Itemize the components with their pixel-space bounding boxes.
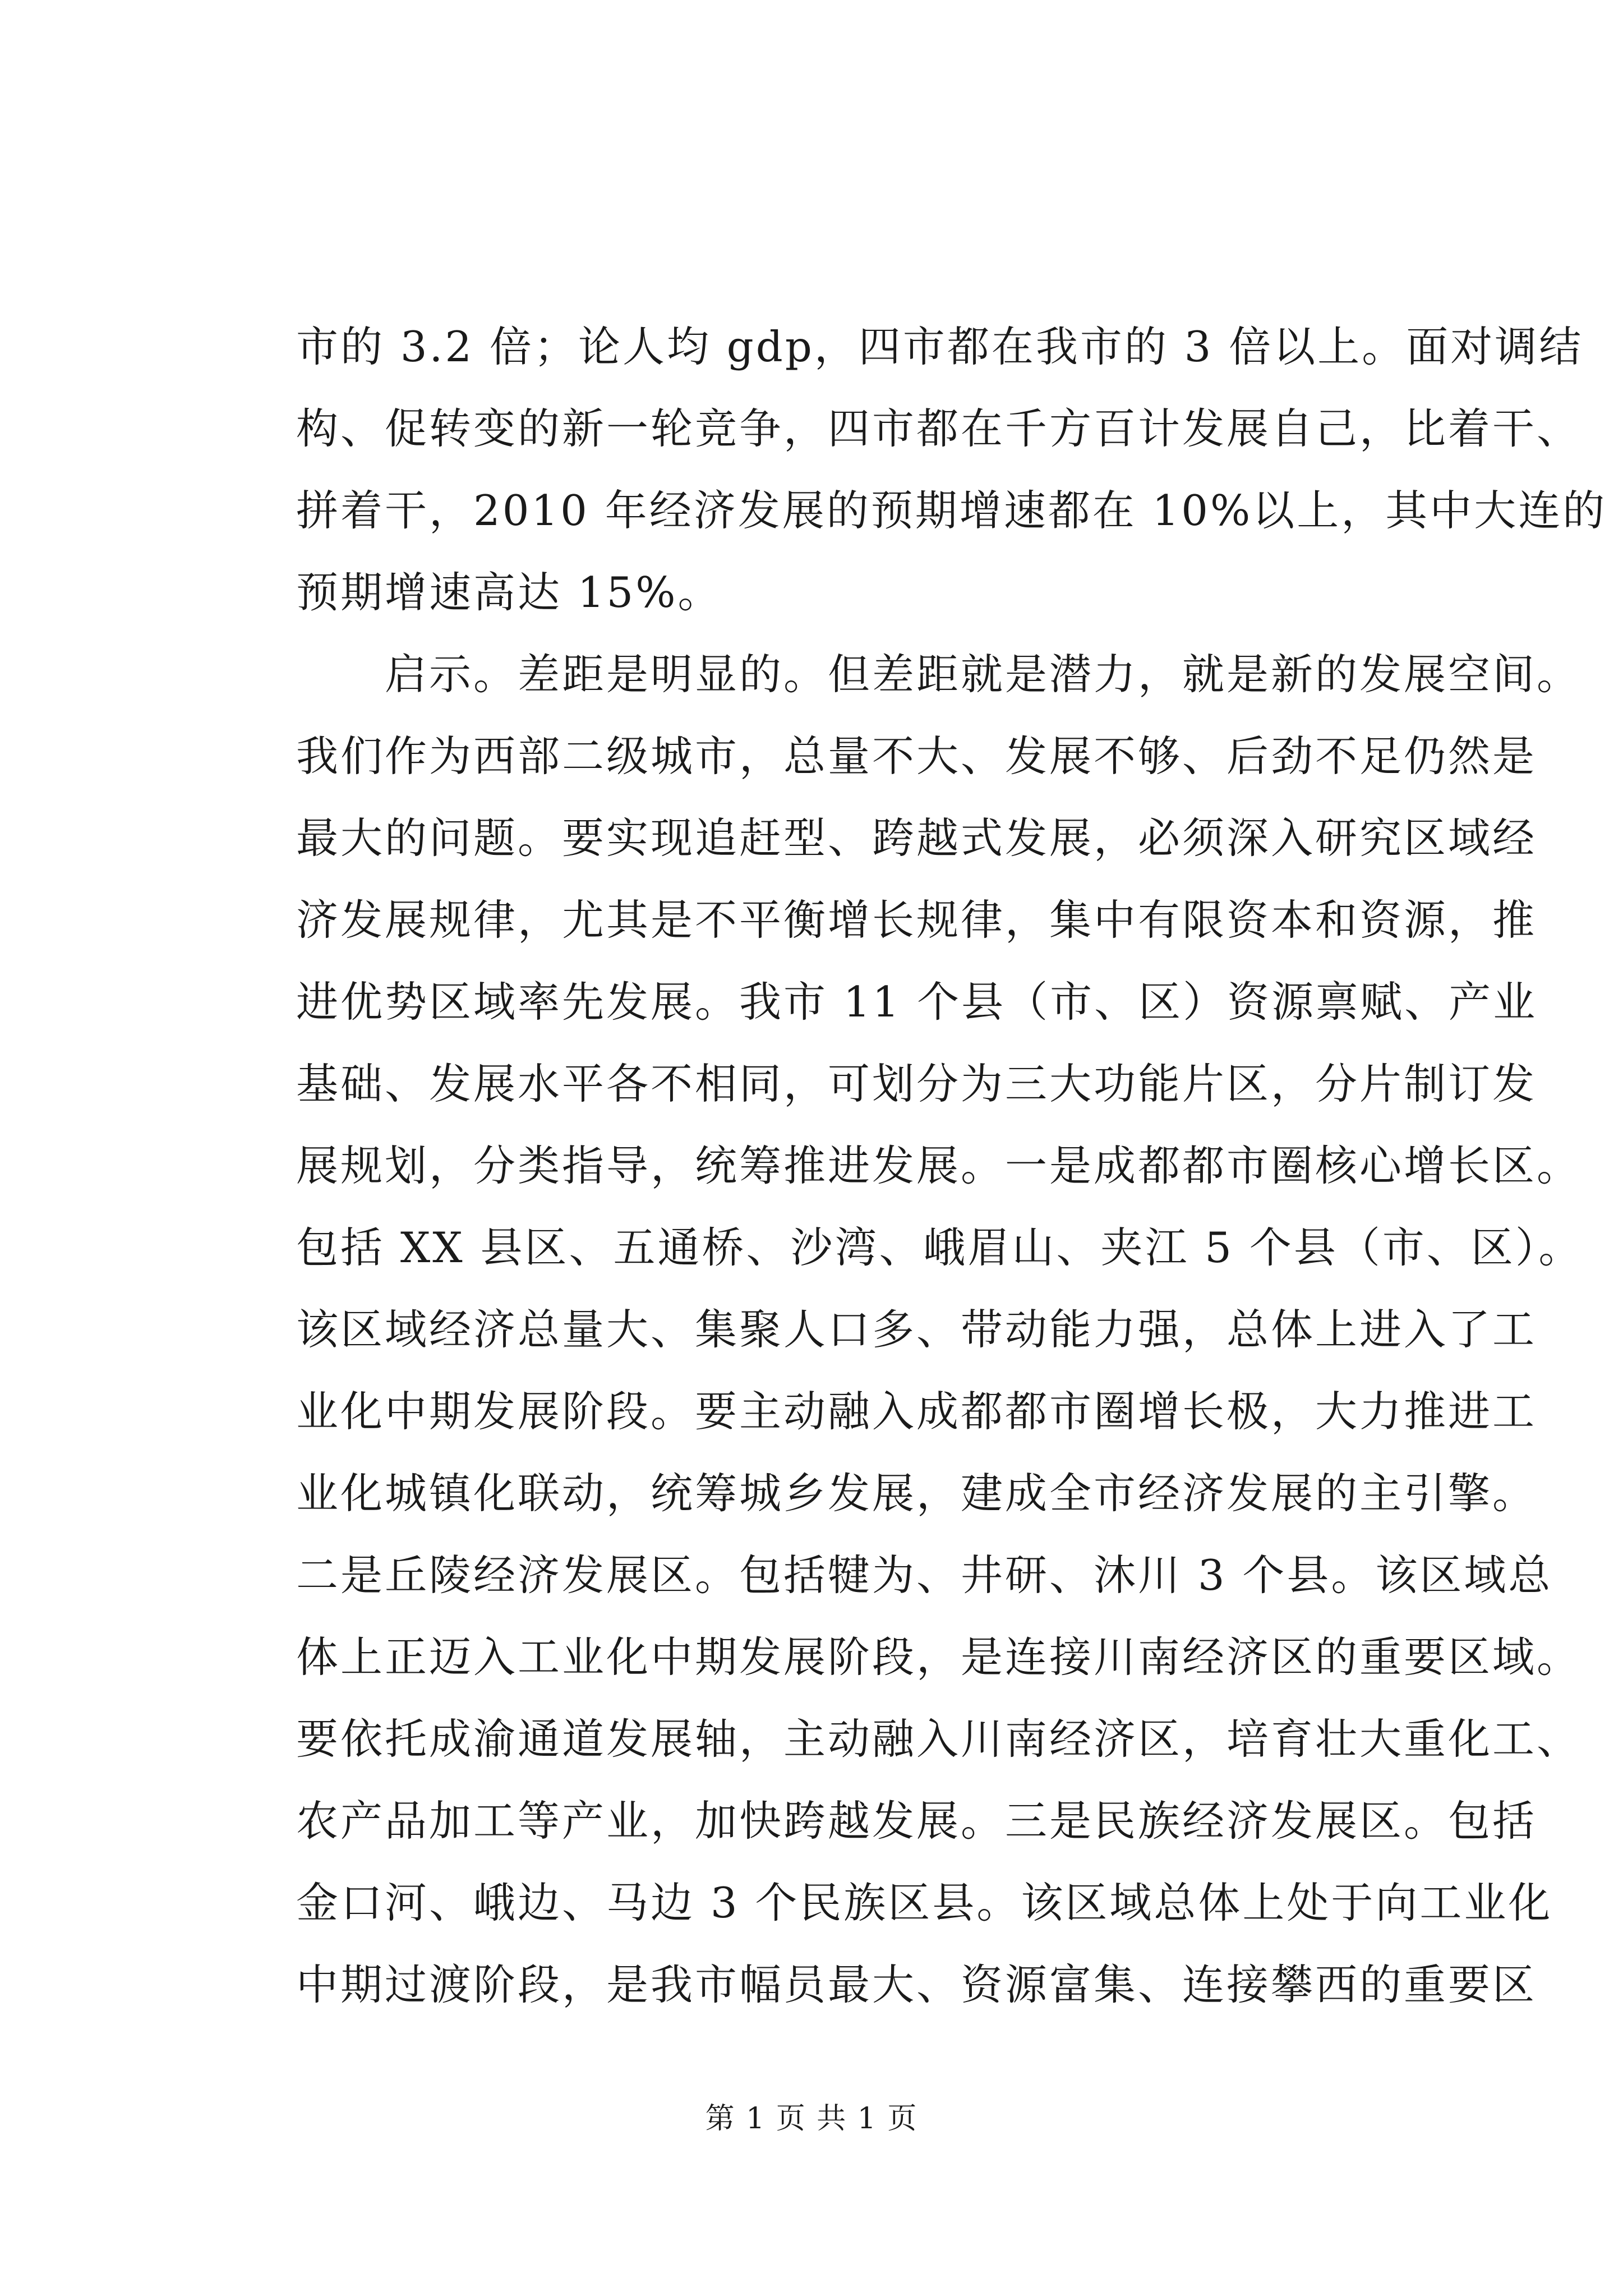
text-line: 展规划，分类指导，统筹推进发展。一是成都都市圈核心增长区。	[296, 1141, 1581, 1190]
text-line: 最大的问题。要实现追赶型、跨越式发展，必须深入研究区域经	[296, 813, 1537, 863]
text-line: 业化城镇化联动，统筹城乡发展，建成全市经济发展的主引擎。	[296, 1469, 1537, 1518]
text-line: 预期增速高达 15%。	[296, 568, 722, 617]
text-line: 市的 3.2 倍；论人均 gdp，四市都在我市的 3 倍以上。面对调结	[296, 322, 1584, 371]
text-line: 包括 XX 县区、五通桥、沙湾、峨眉山、夹江 5 个县（市、区）。	[296, 1223, 1583, 1272]
text-line: 中期过渡阶段，是我市幅员最大、资源富集、连接攀西的重要区	[296, 1960, 1537, 2009]
text-line: 拼着干，2010 年经济发展的预期增速都在 10%以上，其中大连的	[296, 486, 1607, 535]
text-line: 构、促转变的新一轮竞争，四市都在千方百计发展自己，比着干、	[296, 404, 1581, 453]
page-footer	[0, 2099, 1623, 2138]
page-number-label: 第 1 页 共 1 页	[705, 2102, 918, 2136]
text-line: 农产品加工等产业，加快跨越发展。三是民族经济发展区。包括	[296, 1796, 1537, 1846]
text-line: 基础、发展水平各不相同，可划分为三大功能片区，分片制订发	[296, 1059, 1537, 1108]
text-line: 济发展规律，尤其是不平衡增长规律，集中有限资本和资源，推	[296, 895, 1537, 945]
body-text	[296, 306, 1607, 2026]
text-line: 二是丘陵经济发展区。包括犍为、井研、沐川 3 个县。该区域总	[296, 1550, 1553, 1600]
text-line: 启示。差距是明显的。但差距就是潜力，就是新的发展空间。	[296, 650, 1581, 699]
text-line: 该区域经济总量大、集聚人口多、带动能力强，总体上进入了工	[296, 1305, 1537, 1354]
text-line: 进优势区域率先发展。我市 11 个县（市、区）资源禀赋、产业	[296, 977, 1538, 1027]
text-line: 业化中期发展阶段。要主动融入成都都市圈增长极，大力推进工	[296, 1387, 1537, 1436]
text-line: 我们作为西部二级城市，总量不大、发展不够、后劲不足仍然是	[296, 731, 1537, 781]
text-line: 体上正迈入工业化中期发展阶段，是连接川南经济区的重要区域。	[296, 1632, 1581, 1682]
text-line: 要依托成渝通道发展轴，主动融入川南经济区，培育壮大重化工、	[296, 1714, 1581, 1764]
text-line: 金口河、峨边、马边 3 个民族区县。该区域总体上处于向工业化	[296, 1878, 1553, 1927]
